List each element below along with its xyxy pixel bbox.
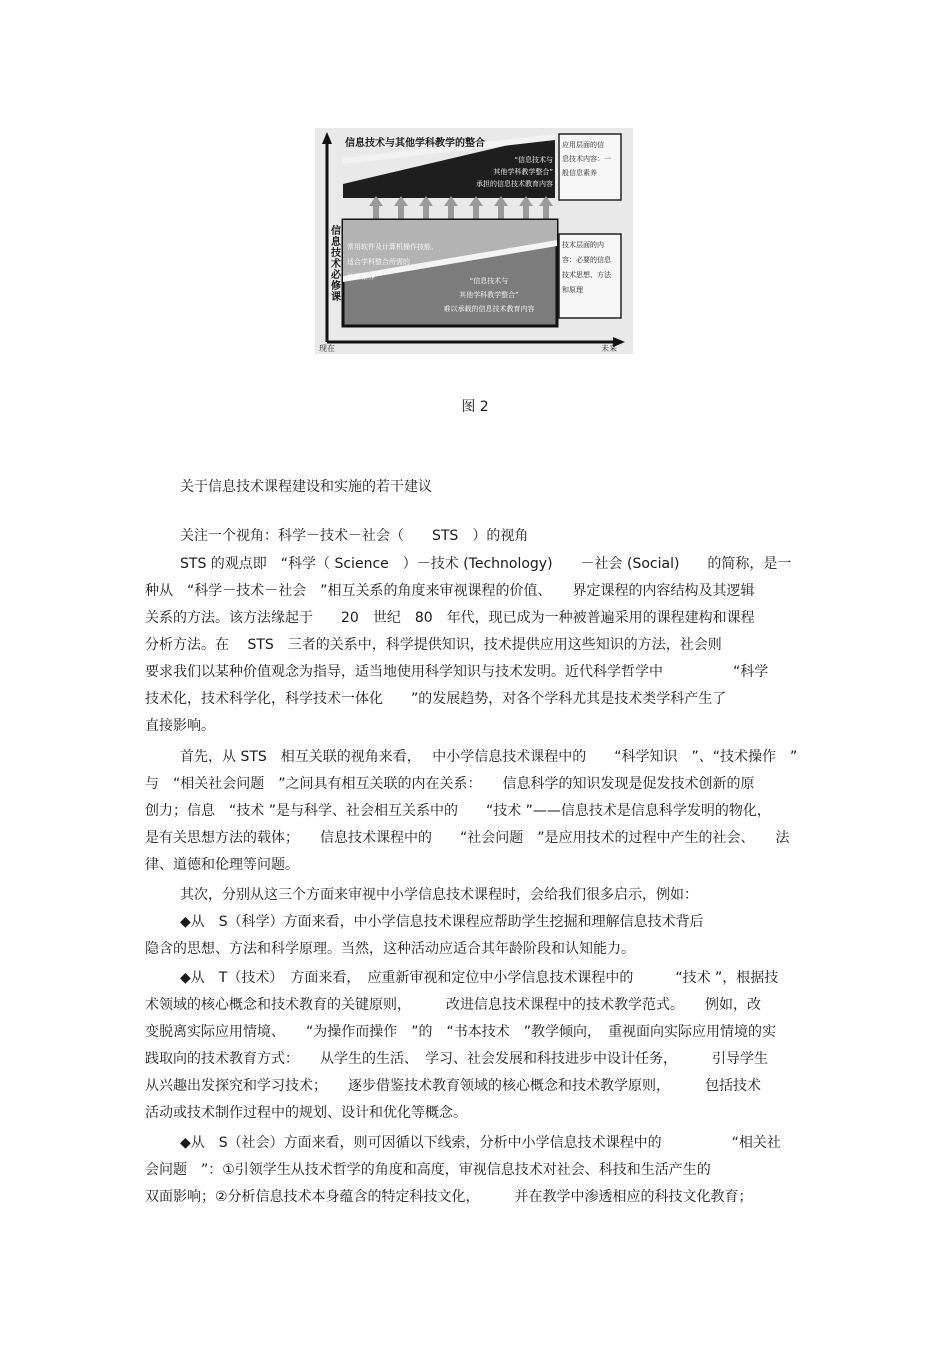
figure-diagram — [315, 128, 633, 354]
figure-x-right-label: 未来 — [601, 344, 617, 353]
figure-box-line: 息技术内容：一 — [562, 155, 611, 163]
figure-box-line: 技术层面的内 — [562, 241, 604, 249]
figure-top-quote-line: “信息技术与 — [514, 156, 553, 164]
figure-top-quote — [435, 154, 553, 190]
figure-inner-line: 适合学科整合所需的 — [347, 258, 410, 266]
figure-top-quote-line: 承担的信息技术教育内容 — [476, 180, 553, 188]
paragraph-line: 隐含的思想、方法和科学原理。当然，这种活动应适合其年龄阶段和认知能力。 — [145, 941, 635, 957]
figure-x-left-label: 现在 — [319, 344, 335, 353]
paragraph-line: 双面影响；②分析信息技术本身蕴含的特定科技文化， 并在教学中渗透相应的科技文化教育； — [145, 1189, 753, 1205]
figure-inner-line: 常用软件及计算机操作技能、 — [347, 243, 438, 251]
figure-box-line: 技术思想、方法 — [562, 271, 611, 279]
figure-top-quote-line: 其他学科教学整合” — [493, 168, 553, 176]
paragraph-line: 变脱离实际应用情境、 “为操作而操作 ”的 “书本技术 ”教学倾向， 重视面向实际应用情境的实 — [145, 1024, 777, 1040]
figure-box-line: 容：必要的信息 — [562, 256, 611, 264]
figure-caption: 图 2 — [461, 399, 489, 415]
figure-y-axis-label: 信息技术必修课 — [331, 226, 341, 303]
paragraph-line: 术领域的核心概念和技术教育的关键原则， 改进信息技术课程中的技术教学范式。 例如，改 — [145, 997, 761, 1013]
paragraph-line: STS 的观点即 “科学（ Science ）－技术 (Technology) －社会 (Social) 的简称，是一 — [180, 556, 792, 572]
paragraph-line: 践取向的技术教育方式： 从学生的生活、 学习、社会发展和科技进步中设计任务， 引导学生 — [145, 1051, 768, 1067]
figure-right-bottom-box — [562, 238, 620, 298]
paragraph-line: 其次，分别从这三个方面来审视中小学信息技术课程时，会给我们很多启示，例如： — [180, 887, 698, 903]
bullet-technology-line: ◆从 T（技术） 方面来看， 应重新审视和定位中小学信息技术课程中的 “技术 ”，根据技 — [180, 970, 779, 986]
figure-right-top-box — [562, 138, 620, 180]
figure-top-title: 信息技术与其他学科教学的整合 — [345, 138, 485, 149]
figure-inner-line: “信息技术与 — [469, 277, 509, 285]
figure-box-line: 应用层面的信 — [562, 141, 604, 149]
figure-box-line: 般信息素养 — [562, 169, 597, 177]
paragraph-line: 是有关思想方法的载体； 信息技术课程中的 “社会问题 ”是应用技术的过程中产生的社会、 法 — [145, 830, 790, 846]
paragraph-line: 首先，从 STS 相互关联的视角来看， 中小学信息技术课程中的 “科学知识 ”、“技术操作 ” — [180, 749, 798, 765]
bullet-science-line: ◆从 S（科学）方面来看，中小学信息技术课程应帮助学生挖掘和理解信息技术背后 — [180, 914, 704, 930]
figure-inner-line: 信息素养 — [347, 273, 375, 281]
paragraph-line: 从兴趣出发探究和学习技术； 逐步借鉴技术教育领域的核心概念和技术教学原则， 包括技术 — [145, 1078, 761, 1094]
figure-box-line: 和原理 — [562, 286, 583, 294]
paragraph-line: 会问题 ”：①引领学生从技术哲学的角度和高度，审视信息技术对社会、科技和生活产生的 — [145, 1162, 711, 1178]
paragraph-line: 直接影响。 — [145, 718, 215, 734]
paragraph-line: 要求我们以某种价值观念为指导，适当地使用科学知识与技术发明。近代科学哲学中 “科学 — [145, 664, 769, 680]
figure-inner-line: 其他学科教学整合” — [459, 291, 519, 299]
paragraph-line: 种从 “科学－技术－社会 ”相互关系的角度来审视课程的价值、 界定课程的内容结构及其逻辑 — [145, 583, 755, 599]
figure-inner-right — [425, 274, 553, 316]
paragraph-line: 创力；信息 “技术 ”是与科学、社会相互关系中的 “技术 ”——信息技术是信息科学发明的物化， — [145, 803, 771, 819]
paragraph-line: 关系的方法。该方法缘起于 20 世纪 80 年代，现已成为一种被普遍采用的课程建构和课程 — [145, 610, 755, 626]
paragraph-line: 技术化，技术科学化，科学技术一体化 ”的发展趋势，对各个学科尤其是技术类学科产生了 — [145, 691, 727, 707]
subheading: 关注一个视角：科学－技术－社会（ STS ）的视角 — [180, 528, 529, 544]
paragraph-line: 与 “相关社会问题 ”之间具有相互关联的内在关系： 信息科学的知识发现是促发技术创新的原 — [145, 776, 755, 792]
figure-inner-line: 难以承载的信息技术教育内容 — [443, 305, 535, 313]
paragraph-line: 律、道德和伦理等问题。 — [145, 857, 299, 873]
paragraph-line: 分析方法。在 STS 三者的关系中，科学提供知识，技术提供应用这些知识的方法，社会则 — [145, 637, 722, 653]
paragraph-line: 活动或技术制作过程中的规划、设计和优化等概念。 — [145, 1105, 467, 1121]
section-heading: 关于信息技术课程建设和实施的若干建议 — [180, 479, 432, 495]
bullet-society-line: ◆从 S（社会）方面来看，则可因循以下线索，分析中小学信息技术课程中的 “相关社 — [180, 1135, 781, 1151]
